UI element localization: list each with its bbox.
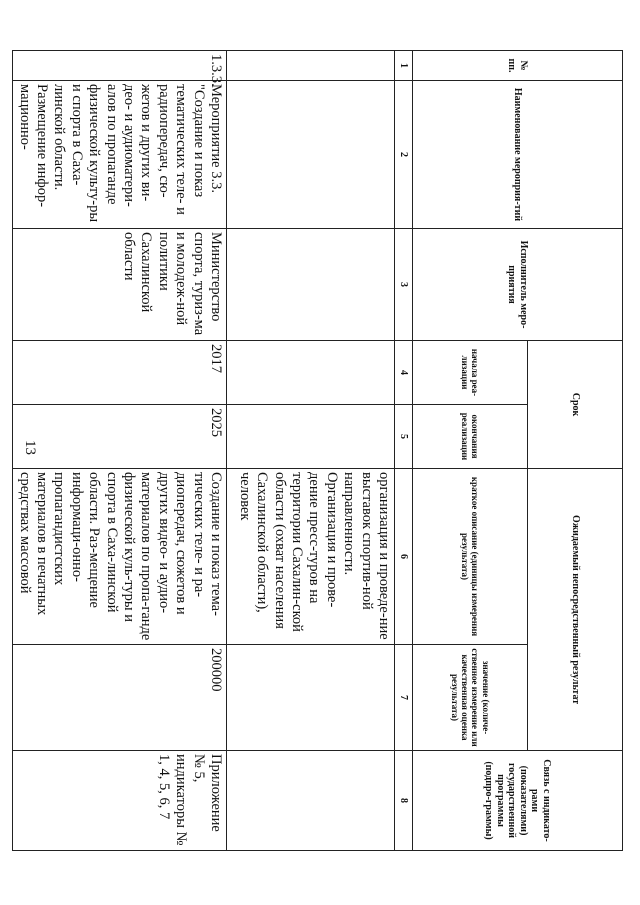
header-executor: Исполнитель меро-приятия xyxy=(413,229,623,341)
header-result-desc: краткое описание (единицы измерения результата) xyxy=(413,469,528,645)
event-name: Мероприятие 3.3. "Создание и показ тематических теле- и радиопередач, сю-жетов и других ви-део- и аудиоматери-алов по пропаганде физической культу-ры и спорта в Саха-линской области. Размещение инфор-мационно- xyxy=(13,81,227,229)
executor: Министерство спорта, туриз-ма и молодеж-ной политики Сахалинской области xyxy=(13,229,227,341)
result-value: 200000 xyxy=(13,645,227,751)
result-description: организация и проведе-ние выставок спортив-ной направленности. Организация и прове-дение пресс-туров на территории Сахалин-ской области (охват населения Сахалинской области), человек xyxy=(227,469,395,645)
rotated-table-container xyxy=(16,50,623,850)
header-number: № пп. xyxy=(413,51,623,81)
result-value xyxy=(227,645,395,751)
row-number: 1.3.3. xyxy=(13,51,227,81)
header-term: Срок xyxy=(528,341,623,469)
header-term-end: окончания реализации xyxy=(413,405,528,469)
header-event-name: Наименование мероприя-тий xyxy=(413,81,623,229)
indicator-link: Приложение № 5, индикаторы № 1, 4, 5, 6, 7 xyxy=(13,751,227,851)
term-start xyxy=(227,341,395,405)
column-number: 7 xyxy=(395,645,413,751)
table-row xyxy=(227,51,395,851)
header-result-value: значение (количе-ственное измерение или качественная оценка результата) xyxy=(413,645,528,751)
executor xyxy=(227,229,395,341)
page-number: 13 xyxy=(22,440,38,455)
term-end: 2025 xyxy=(13,405,227,469)
term-start: 2017 xyxy=(13,341,227,405)
column-number: 8 xyxy=(395,751,413,851)
column-number: 5 xyxy=(395,405,413,469)
event-name xyxy=(227,81,395,229)
result-description: Создание и показ тема-тических теле- и ра-диопередач, сюжетов и других видео- и аудио-материалов по пропа-ганде физической куль-туры и спорта в Саха-линской области. Раз-мещение информаци-онно-пропагандистских материалов в печатных средствах массовой xyxy=(13,469,227,645)
indicator-link xyxy=(227,751,395,851)
column-number: 3 xyxy=(395,229,413,341)
column-numbers-row xyxy=(395,51,413,851)
table-row xyxy=(13,51,227,851)
column-number: 2 xyxy=(395,81,413,229)
column-number: 6 xyxy=(395,469,413,645)
header-indicator-link: Связь с индикато-рами (показателями) государственной программы (подпро-граммы) xyxy=(413,751,623,851)
term-end xyxy=(227,405,395,469)
column-number: 4 xyxy=(395,341,413,405)
header-result: Ожидаемый непосредственный результат xyxy=(528,469,623,751)
column-number: 1 xyxy=(395,51,413,81)
events-table xyxy=(12,50,623,851)
header-term-start: начала реа-лизации xyxy=(413,341,528,405)
row-number xyxy=(227,51,395,81)
